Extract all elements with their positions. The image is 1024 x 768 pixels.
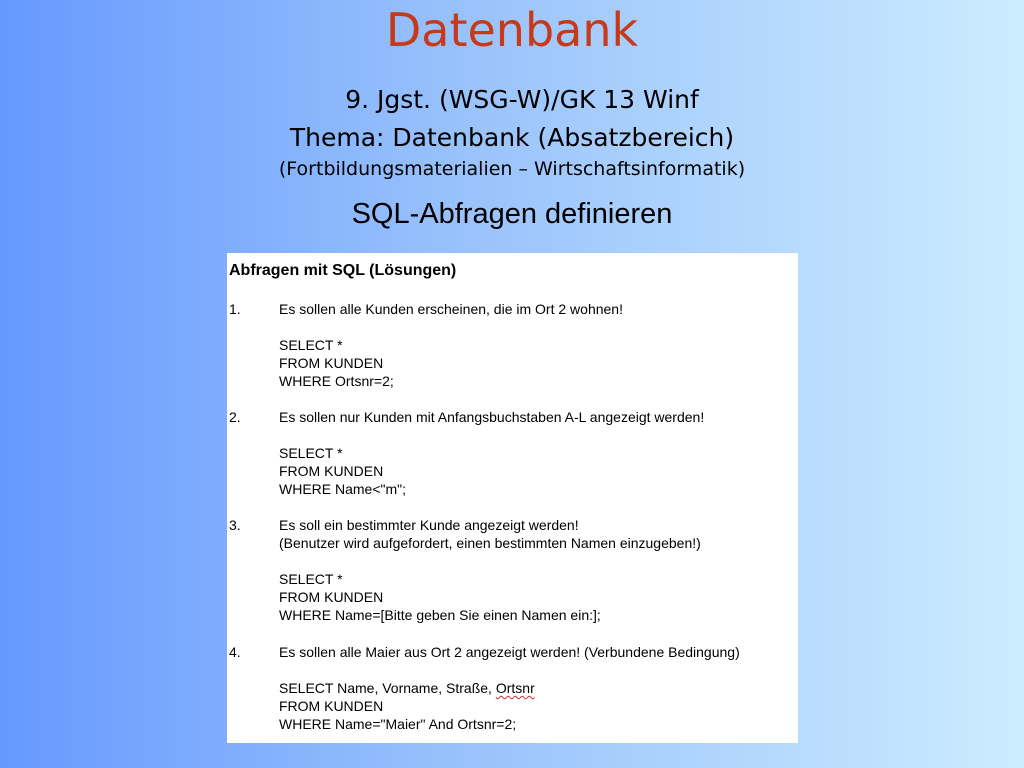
item-4-sql-select xyxy=(279,679,535,697)
document-panel xyxy=(227,253,798,743)
slide-subtitle-grade: 9. Jgst. (WSG-W)/GK 13 Winf xyxy=(345,85,699,114)
spellcheck-flagged-word: Ortsnr xyxy=(495,680,535,696)
item-4-question: Es sollen alle Maier aus Ort 2 angezeigt werden! (Verbundene Bedingung) xyxy=(279,644,740,660)
item-2-sql-from: FROM KUNDEN xyxy=(279,463,384,479)
item-3-question-note: (Benutzer wird aufgefordert, einen bestimmten Namen einzugeben!) xyxy=(279,535,701,551)
item-3-sql-select: SELECT * xyxy=(279,571,343,587)
item-4-sql-select-prefix: SELECT Name, Vorname, Straße, xyxy=(279,680,496,696)
item-2-sql-where: WHERE Name<"m"; xyxy=(279,481,407,497)
item-1-number: 1. xyxy=(229,301,241,317)
item-1-sql-from: FROM KUNDEN xyxy=(279,355,384,371)
item-2-sql-select: SELECT * xyxy=(279,445,343,461)
item-1-sql-select: SELECT * xyxy=(279,337,343,353)
section-heading: SQL-Abfragen definieren xyxy=(351,198,673,230)
document-heading: Abfragen mit SQL (Lösungen) xyxy=(229,262,457,279)
item-3-sql-from: FROM KUNDEN xyxy=(279,589,384,605)
slide-subtitle-source: (Fortbildungsmaterialien – Wirtschaftsinformatik) xyxy=(278,158,746,180)
item-2-question: Es sollen nur Kunden mit Anfangsbuchstaben A-L angezeigt werden! xyxy=(279,409,705,425)
item-4-sql-from: FROM KUNDEN xyxy=(279,698,384,714)
item-1-question: Es sollen alle Kunden erscheinen, die im Ort 2 wohnen! xyxy=(279,301,623,317)
item-4-sql-where: WHERE Name="Maier" And Ortsnr=2; xyxy=(279,716,517,732)
item-2-number: 2. xyxy=(229,409,241,425)
item-3-sql-where: WHERE Name=[Bitte geben Sie einen Namen ein:]; xyxy=(279,607,601,623)
slide-subtitle-topic: Thema: Datenbank (Absatzbereich) xyxy=(289,123,735,152)
slide-title: Datenbank xyxy=(385,3,639,57)
item-4-number: 4. xyxy=(229,644,241,660)
item-3-question: Es soll ein bestimmter Kunde angezeigt werden! xyxy=(279,517,579,533)
item-3-number: 3. xyxy=(229,517,241,533)
item-1-sql-where: WHERE Ortsnr=2; xyxy=(279,373,394,389)
